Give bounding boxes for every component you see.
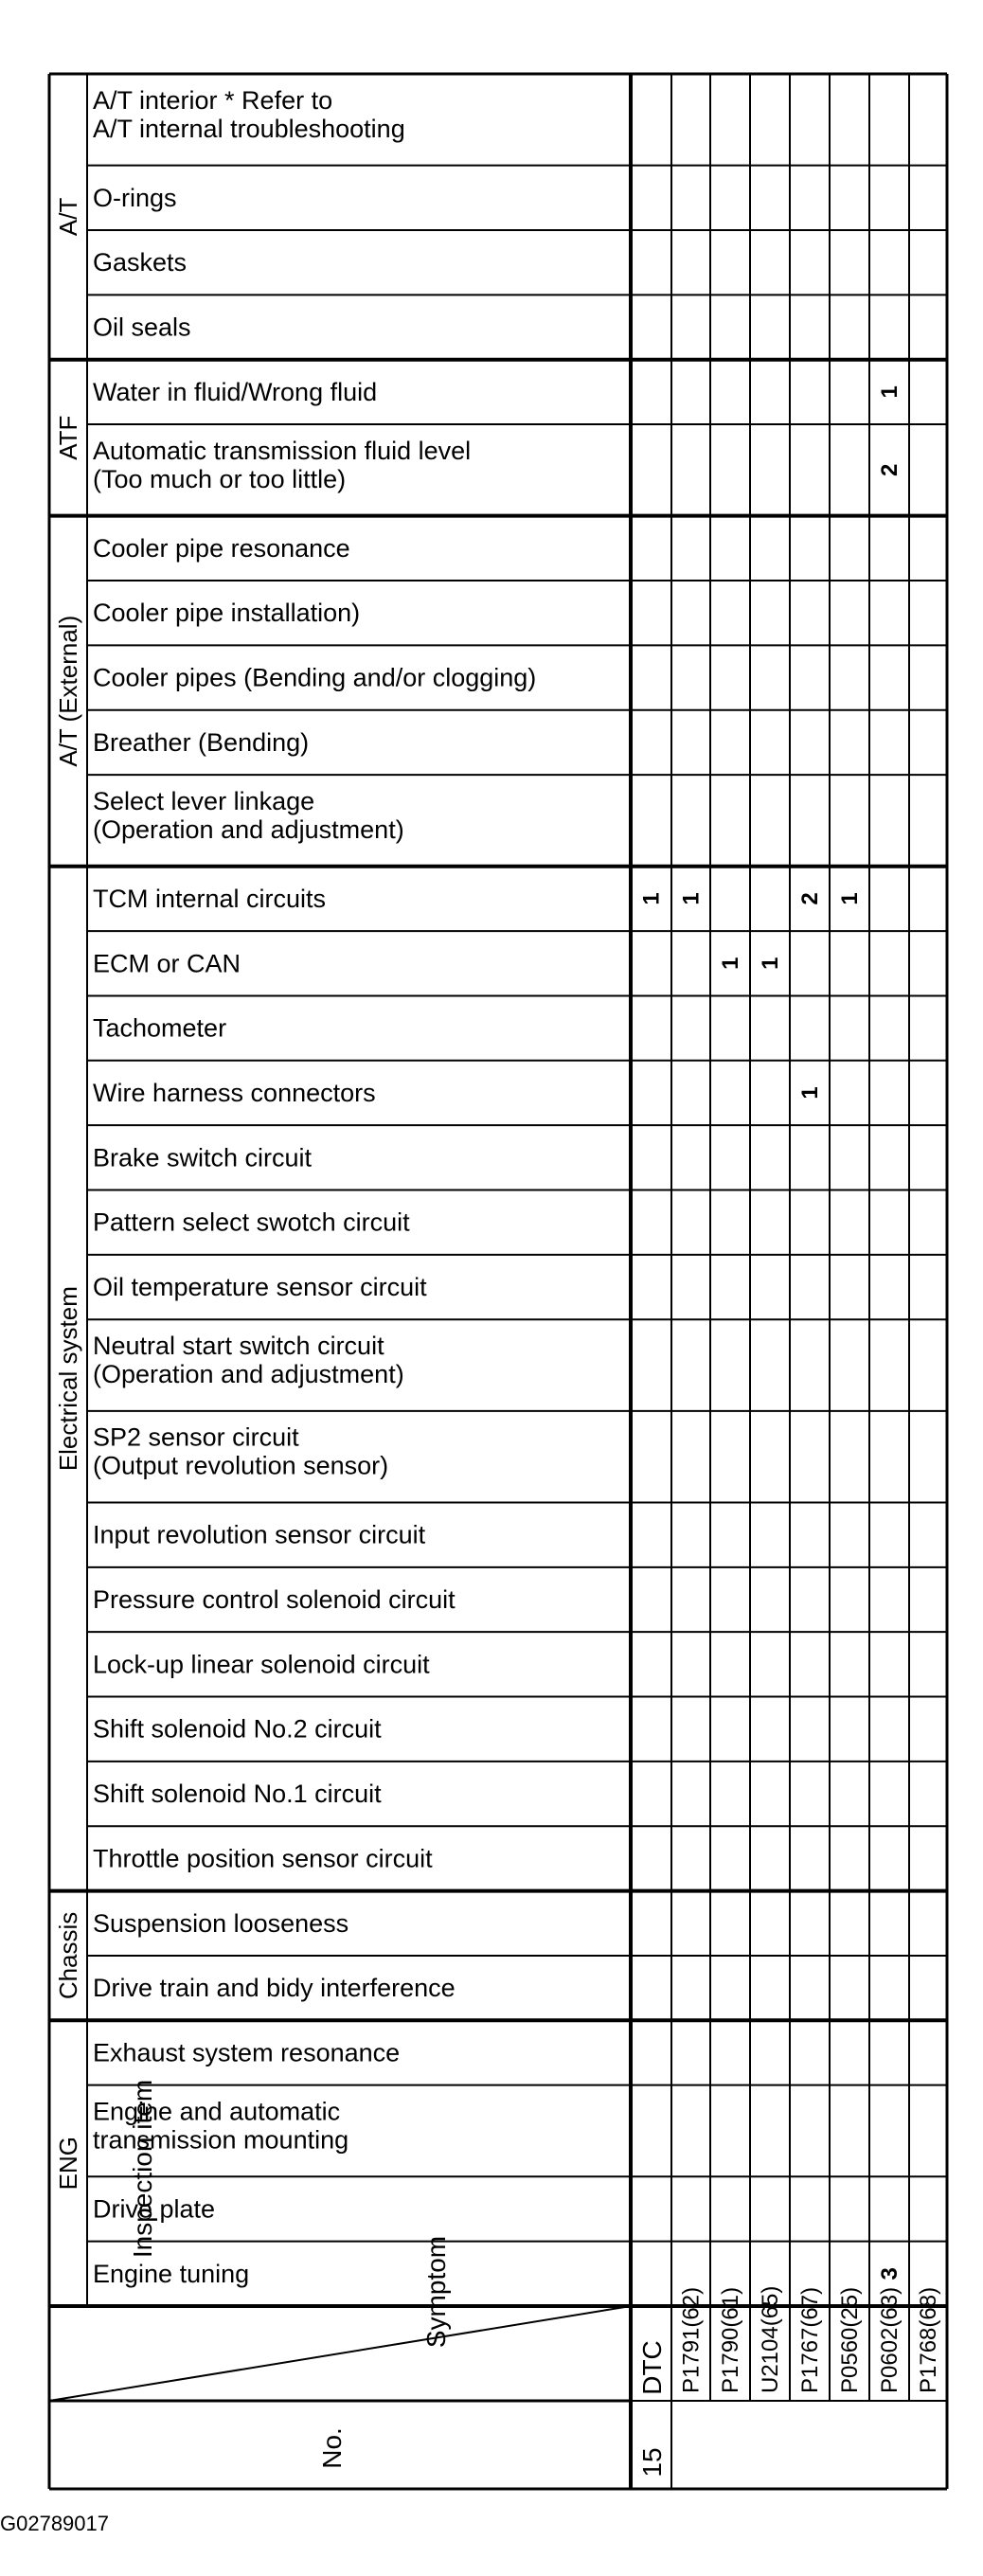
inspection-item [93,184,177,212]
inspection-item [93,664,536,692]
inspection-item [93,1014,226,1043]
category-label: ATF [54,415,82,460]
inspection-item-text: Input revolution sensor circuit [93,1520,426,1549]
inspection-item [93,1909,349,1938]
inspection-item-text: Suspension looseness [93,1908,349,1938]
inspection-item [93,885,326,913]
category-label: Chassis [54,1911,82,2000]
symptom-label: Symptom [421,2235,451,2349]
inspection-item-text: Water in fluid/Wrong fluid [93,377,378,406]
inspection-item [93,599,360,627]
inspection-item [93,248,187,277]
inspection-item-text: Wire harness connectors [93,1078,376,1107]
inspection-item-text: Engine tuning [93,2259,250,2288]
inspection-item [93,1143,313,1172]
dtc-code: P1791(62) [678,2286,705,2393]
inspection-item-text: ECM or CAN [93,949,241,978]
inspection-item-text: A/T interior * Refer to [93,85,333,115]
dtc-code: P1767(67) [797,2286,823,2393]
inspection-item [93,313,191,342]
inspection-item [93,1974,456,2002]
dtc-code: P0602(63) [877,2286,903,2393]
inspection-item [93,1423,388,1480]
inspection-item [93,1521,426,1549]
inspection-item-text: Drive plate [93,2194,216,2224]
category-label: Electrical system [54,1286,82,1472]
dtc-code: P1768(68) [916,2286,941,2393]
inspection-item [93,1208,410,1237]
dtc-label: DTC [637,2340,667,2395]
inspection-item [93,2260,249,2288]
inspection-item-text: Lock-up linear solenoid circuit [93,1650,430,1679]
row-number: 15 [637,2447,667,2478]
symptom-mark: 1 [678,892,705,905]
inspection-item-text: Shift solenoid No.2 circuit [93,1714,382,1744]
inspection-item [93,949,241,977]
inspection-item-text: Neutral start switch circuit [93,1331,384,1360]
dtc-code: U2104(65) [758,2285,783,2393]
inspection-item [93,1585,456,1614]
header-diagonal [49,2306,631,2401]
inspection-item-text: Automatic transmission fluid level [93,436,472,465]
inspection-item-text: (Output revolution sensor) [93,1451,389,1480]
inspection-item-text: O-rings [93,183,177,212]
inspection-item [93,1844,433,1872]
inspection-item-text: (Too much or too little) [93,464,347,493]
inspection-item-text: Tachometer [93,1013,227,1043]
symptom-mark: 3 [877,2267,903,2281]
symptom-mark: 1 [718,957,743,970]
inspection-item [93,378,377,406]
inspection-item [93,1332,404,1388]
inspection-item-text: SP2 sensor circuit [93,1422,299,1452]
inspection-item [93,728,309,757]
inspection-item [93,1715,382,1744]
inspection-item-text: Pressure control solenoid circuit [93,1585,456,1615]
inspection-item [93,1079,376,1107]
inspection-item-text: Pattern select swotch circuit [93,1208,410,1237]
inspection-item-text: Drive train and bidy interference [93,1974,456,2003]
symptom-mark: 1 [837,892,863,905]
symptom-marks [639,385,903,2280]
inspection-item-text: Cooler pipe resonance [93,533,350,563]
symptom-mark: 1 [877,385,903,399]
category-label: ENG [54,2136,82,2191]
inspection-item-text: transmission mounting [93,2125,349,2155]
inspection-item-text: Oil seals [93,313,191,342]
inspection-item [93,1650,430,1678]
inspection-item-text: A/T internal troubleshooting [93,114,405,143]
inspection-item-text: (Operation and adjustment) [93,1359,404,1388]
inspection-item-text: TCM internal circuits [93,884,327,913]
inspection-item [93,86,405,143]
inspection-item-text: Brake switch circuit [93,1143,313,1172]
inspection-item-text: (Operation and adjustment) [93,814,404,844]
category-label: A/T (External) [54,615,82,767]
symptom-mark: 2 [877,463,903,477]
inspection-item [93,1780,382,1808]
inspection-item-text: Gaskets [93,248,188,277]
dtc-code: P0560(25) [837,2286,863,2393]
inspection-item-label: Inspection item [128,2079,157,2259]
no-label: No. [317,2427,347,2469]
inspection-item [93,2038,400,2066]
inspection-item [93,787,404,844]
symptom-mark: 1 [638,892,665,905]
symptom-mark: 1 [758,957,783,970]
inspection-item-text: Select lever linkage [93,786,315,815]
figure-id: G02789017 [0,2512,109,2535]
inspection-item-text: Cooler pipe installation) [93,599,361,628]
inspection-item-text: Throttle position sensor circuit [93,1844,433,1873]
inspection-item-text: Shift solenoid No.1 circuit [93,1780,382,1809]
symptom-mark: 1 [797,1086,823,1100]
dtc-code: P1790(61) [718,2286,743,2393]
inspection-item-text: Engine and automatic [93,2097,341,2126]
inspection-item-text: Exhaust system resonance [93,2038,401,2067]
category-label: A/T [54,197,82,237]
inspection-item-text: Breather (Bending) [93,727,310,757]
dtc-code-labels [679,2286,942,2393]
inspection-item-text: Oil temperature sensor circuit [93,1273,427,1302]
inspection-item [93,534,350,563]
inspection-item [93,1273,427,1301]
symptom-mark: 2 [797,892,823,905]
inspection-item-labels [93,86,536,2288]
inspection-item-text: Cooler pipes (Bending and/or clogging) [93,663,537,692]
inspection-item [93,437,471,493]
